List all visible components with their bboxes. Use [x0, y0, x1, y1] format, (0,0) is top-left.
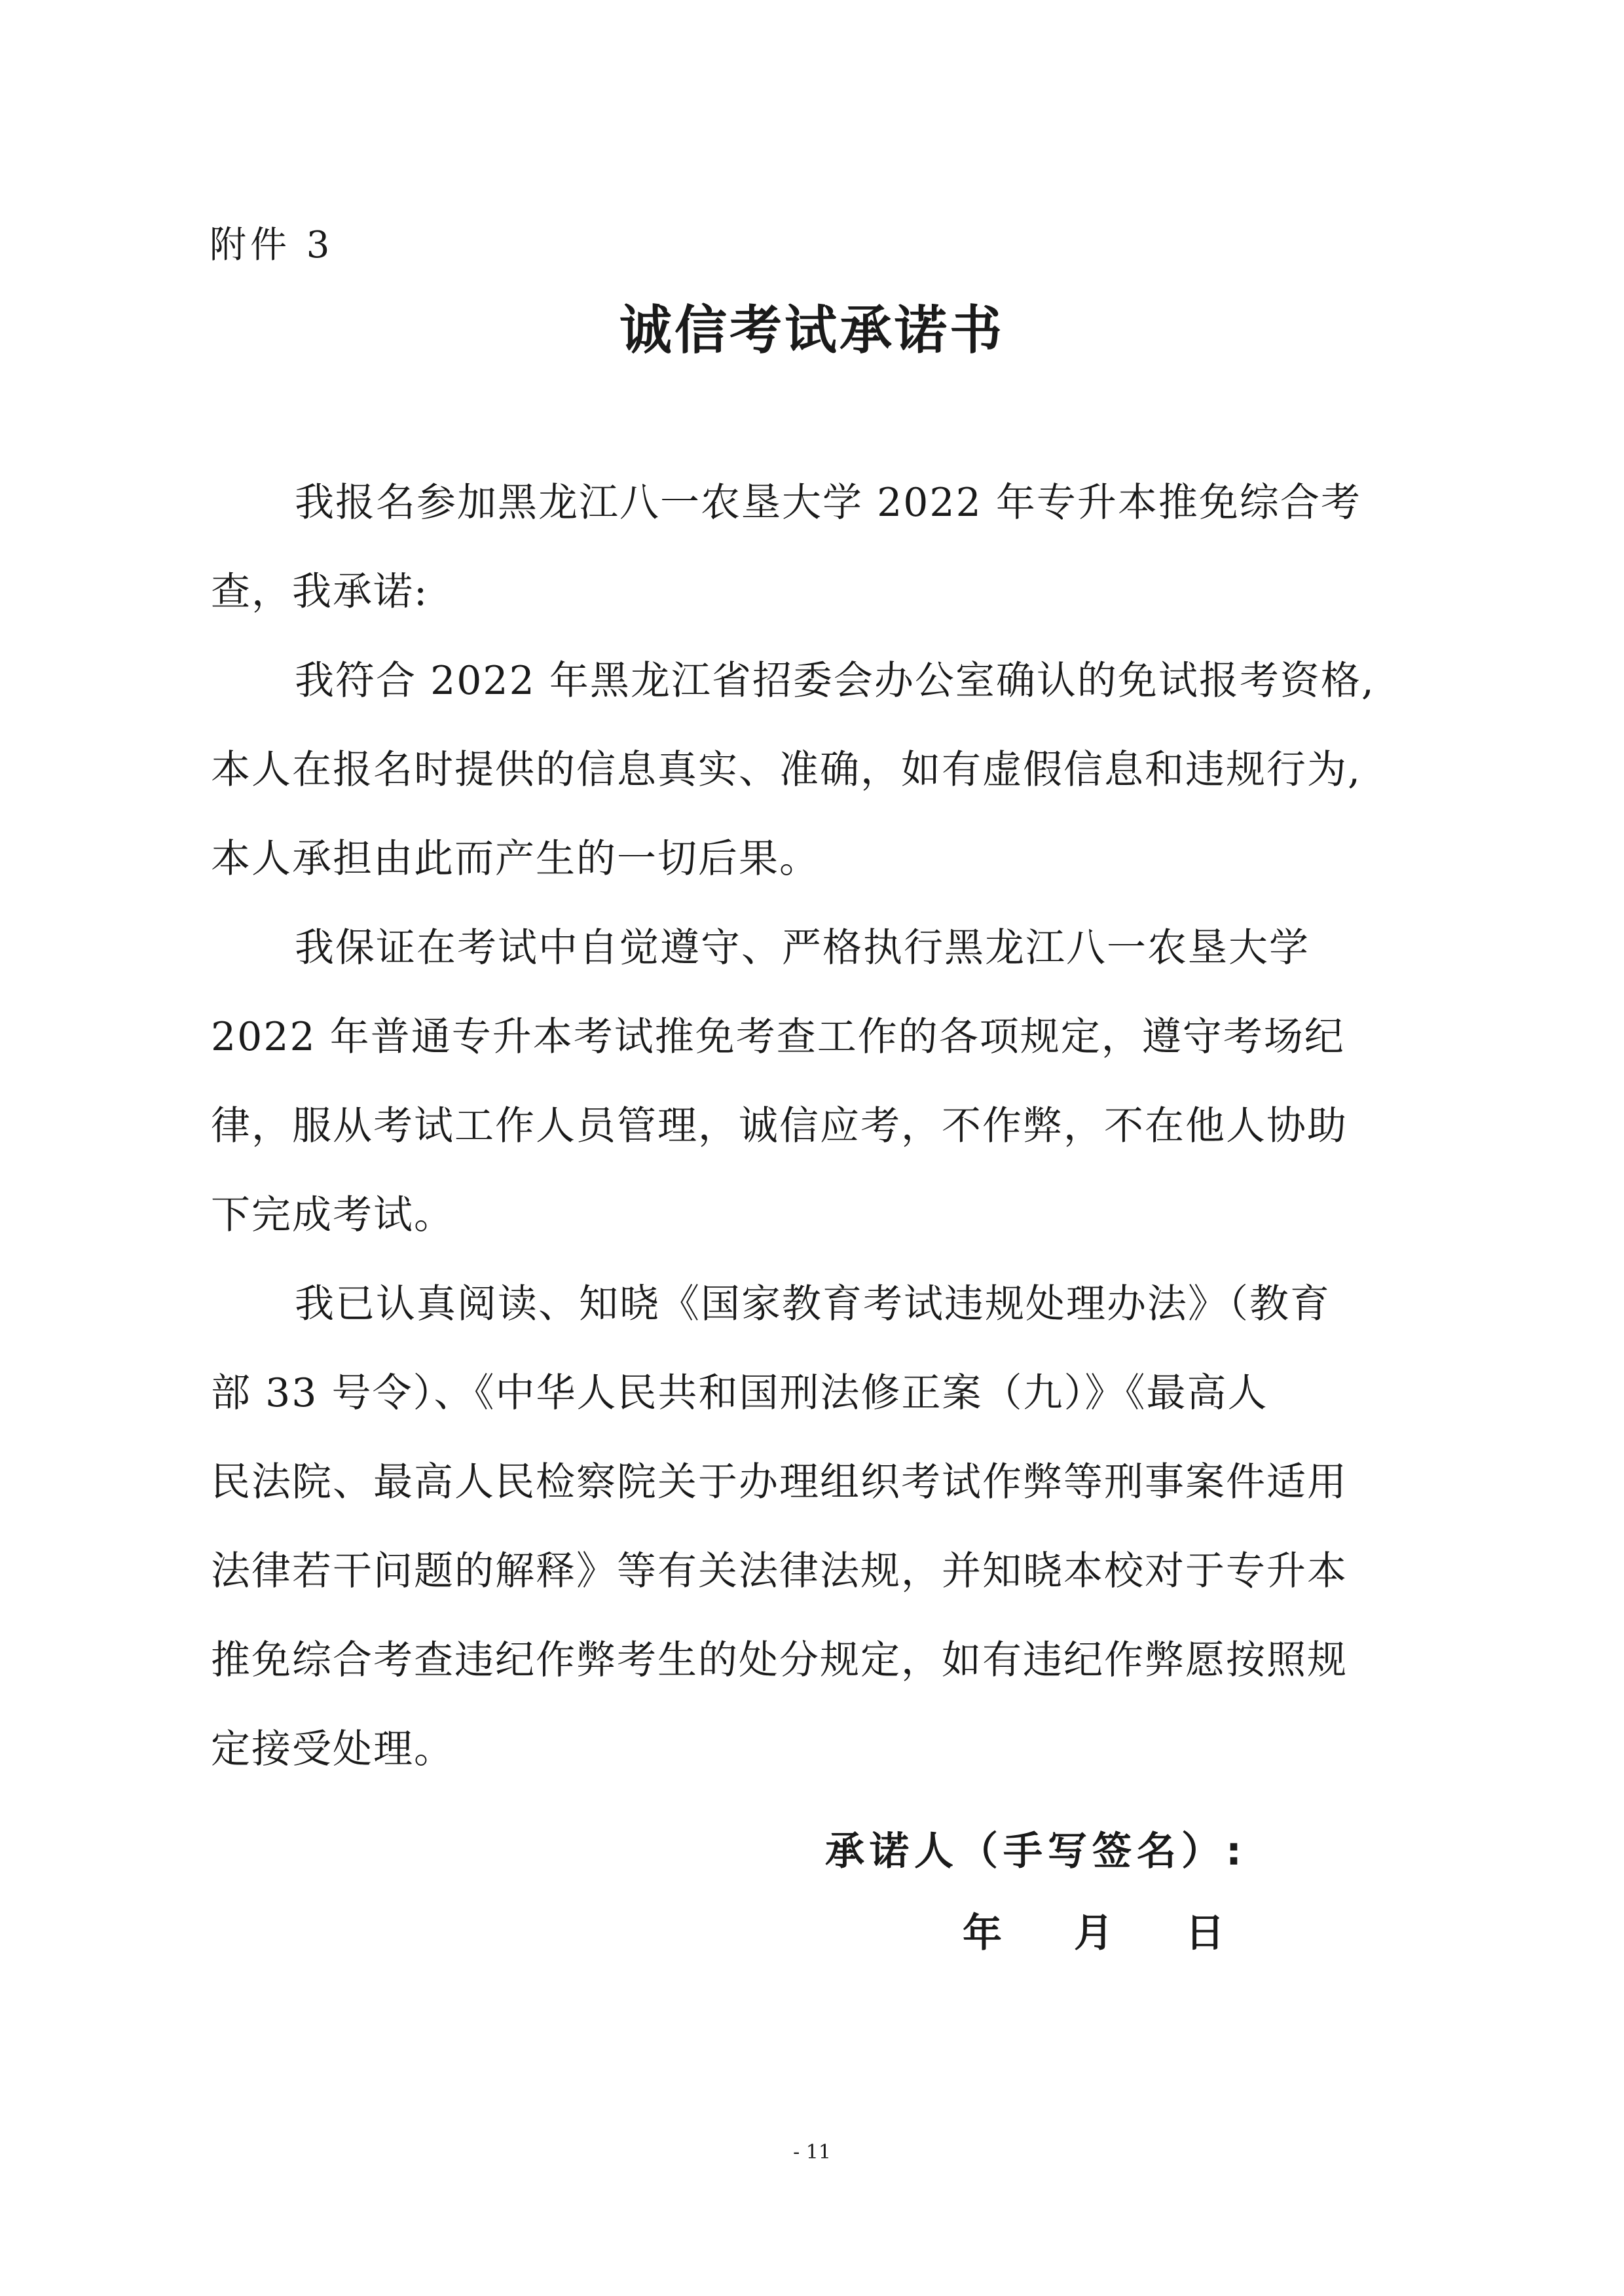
date-day: 日 [1185, 1910, 1225, 1956]
paragraph-line: 我保证在考试中自觉遵守、严格执行黑龙江八一农垦大学 [295, 925, 1310, 971]
paragraph-line: 定接受处理。 [211, 1726, 454, 1772]
paragraph-line: 我报名参加黑龙江八一农垦大学 2022 年专升本推免综合考 [295, 480, 1361, 526]
page-number: - 11 [793, 2141, 831, 2164]
paragraph-line: 推免综合考查违纪作弊考生的处分规定，如有违纪作弊愿按照规 [211, 1637, 1348, 1683]
paragraph-line: 本人在报名时提供的信息真实、准确，如有虚假信息和违规行为, [211, 747, 1362, 793]
document-body [211, 458, 1416, 1794]
attachment-label: 附件 3 [210, 224, 334, 266]
paragraph-line: 部 33 号令）、《中华人民共和国刑法修正案（九）》《最高人 [211, 1370, 1268, 1416]
paragraph-line: 本人承担由此而产生的一切后果。 [211, 836, 820, 882]
paragraph-line: 法律若干问题的解释》等有关法律法规，并知晓本校对于专升本 [211, 1548, 1348, 1594]
paragraph-line: 下完成考试。 [211, 1192, 454, 1238]
paragraph-line: 2022 年普通专升本考试推免考查工作的各项规定，遵守考场纪 [211, 1014, 1345, 1060]
signature-label: 承诺人（手写签名）: [825, 1829, 1247, 1874]
date-year: 年 [963, 1910, 1002, 1956]
paragraph [211, 903, 1416, 1260]
document-title: 诚信考试承诺书 [619, 300, 1005, 361]
paragraph-line: 律，服从考试工作人员管理，诚信应考，不作弊，不在他人协助 [211, 1103, 1348, 1149]
paragraph [211, 636, 1416, 903]
paragraph [211, 1260, 1416, 1794]
paragraph-line: 查，我承诺: [211, 569, 429, 615]
paragraph [211, 458, 1416, 636]
paragraph-line: 我已认真阅读、知晓《国家教育考试违规处理办法》（教育 [295, 1281, 1331, 1327]
paragraph-line: 民法院、最高人民检察院关于办理组织考试作弊等刑事案件适用 [211, 1459, 1348, 1505]
date-line [963, 1902, 1225, 1958]
date-month: 月 [1074, 1910, 1113, 1956]
paragraph-line: 我符合 2022 年黑龙江省招委会办公室确认的免试报考资格, [295, 658, 1375, 704]
